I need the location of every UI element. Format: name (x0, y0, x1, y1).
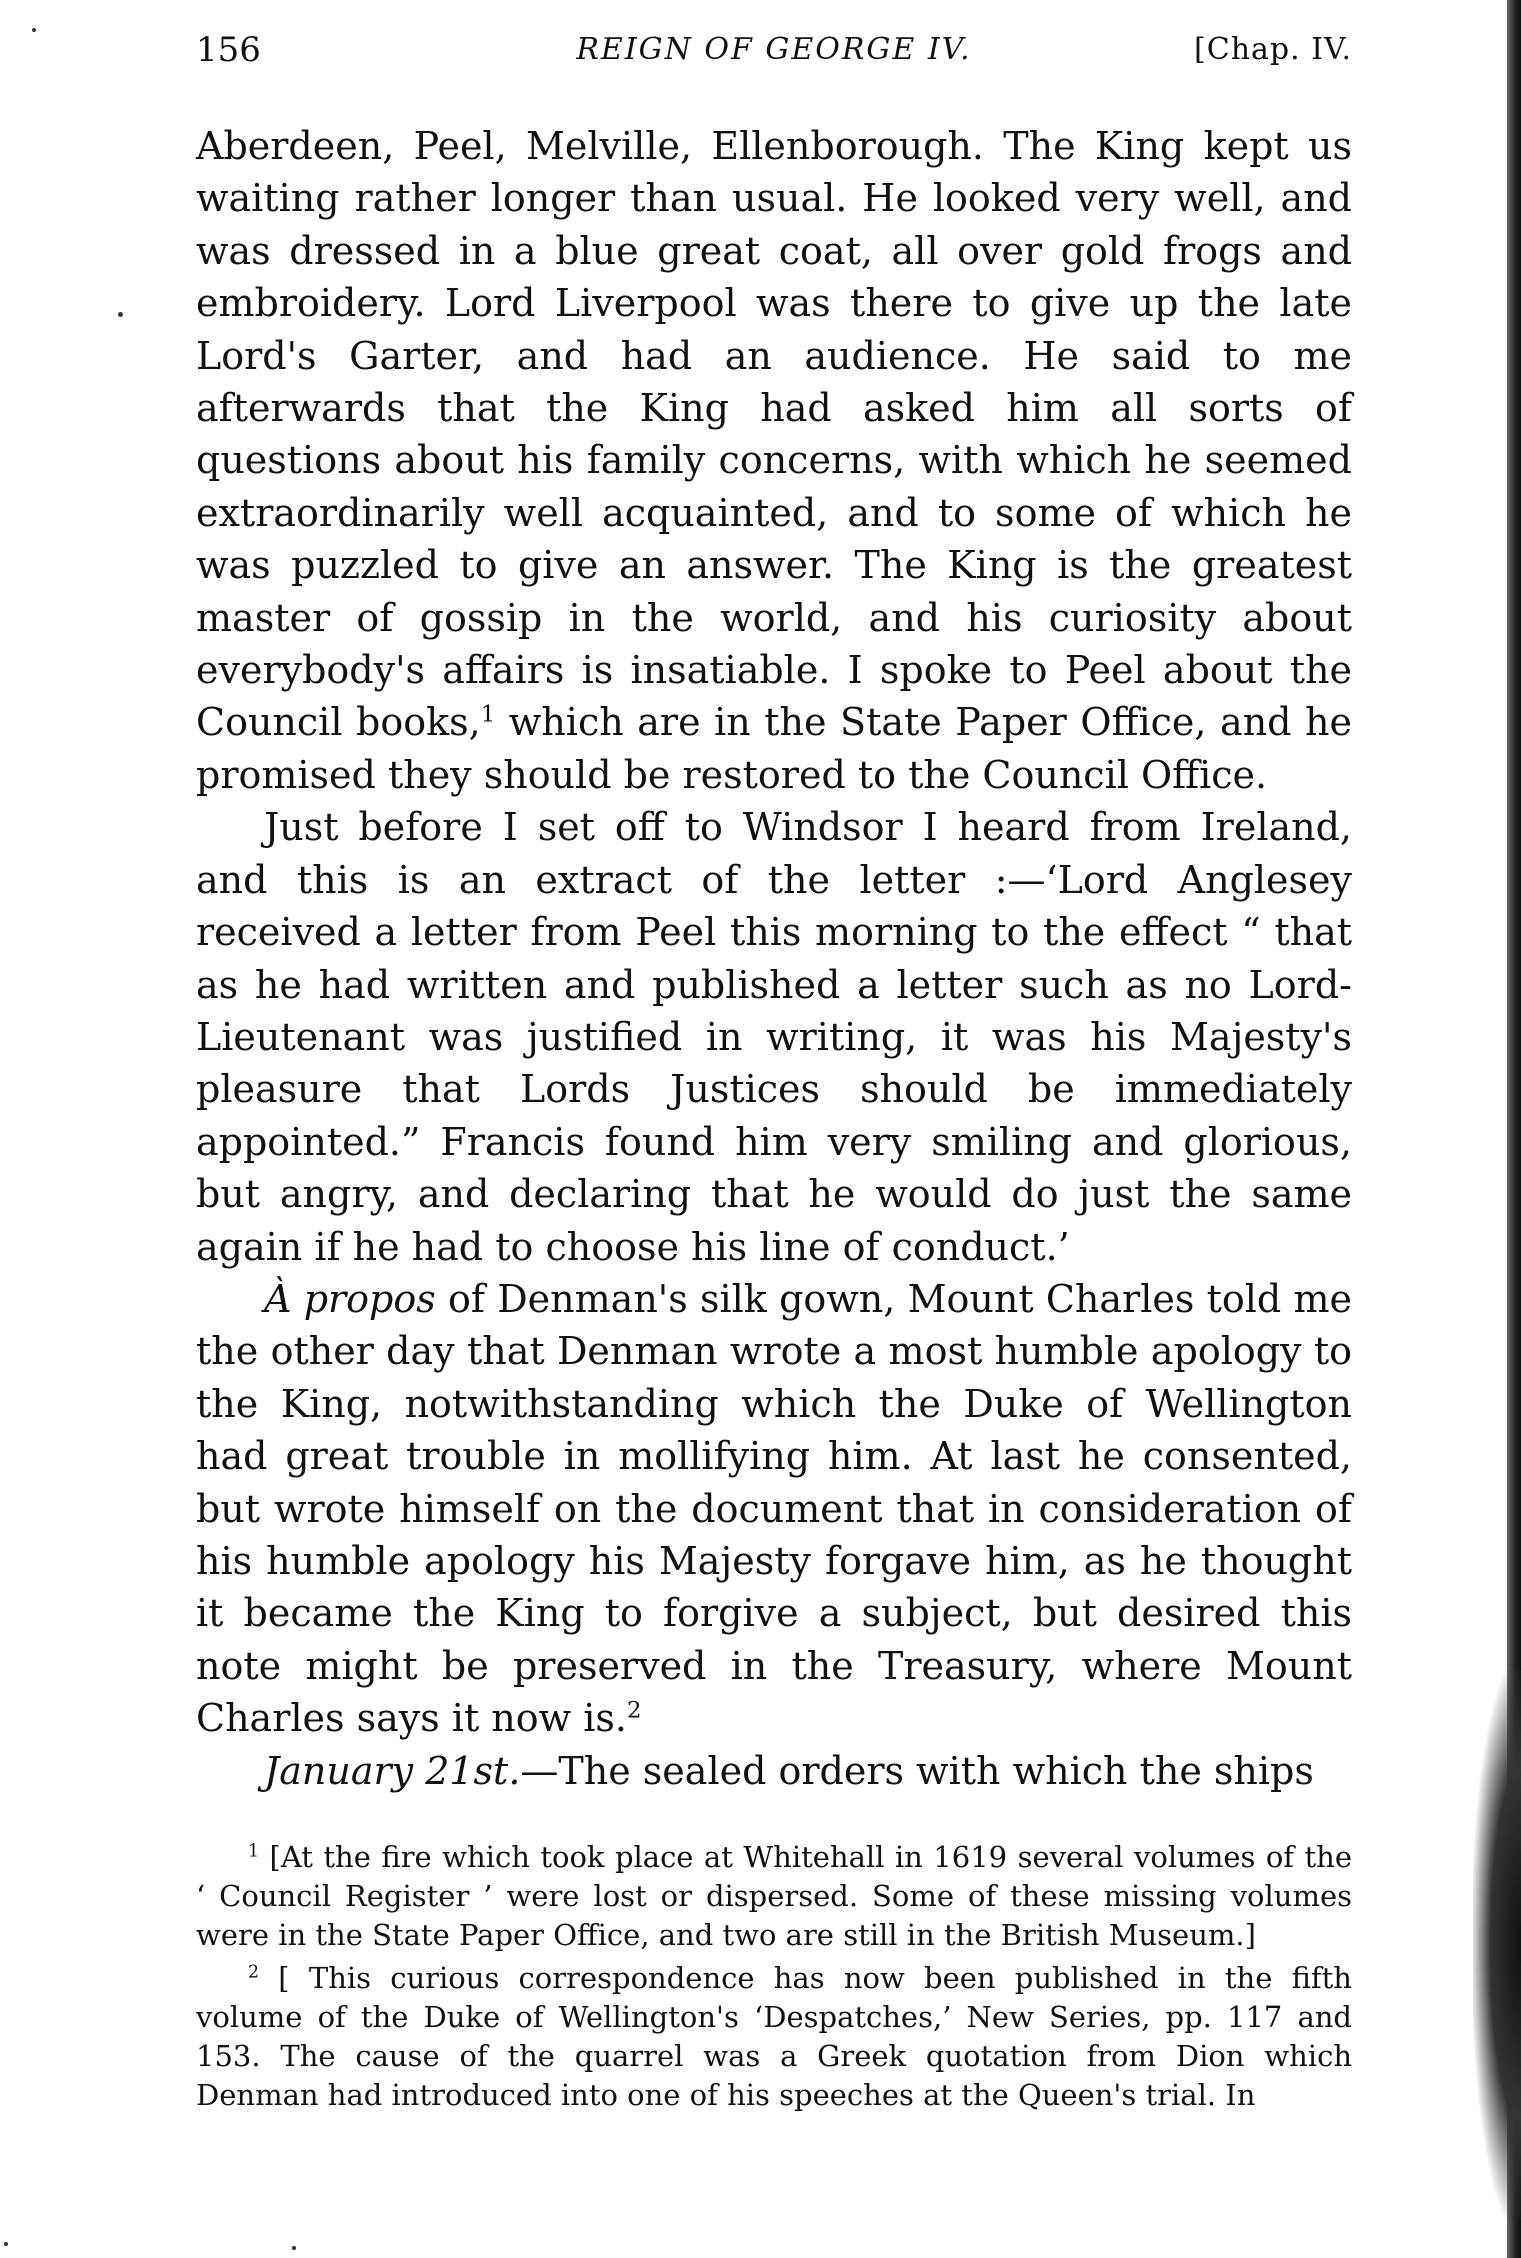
paragraph-1 (196, 120, 1352, 801)
footnote-marker-2: 2 (248, 1962, 260, 1983)
paragraph-4 (196, 1745, 1352, 1797)
speck (118, 312, 123, 317)
running-head: REIGN OF GEORGE IV. (576, 32, 972, 67)
chapter-reference: [Chap. IV. (1194, 32, 1352, 67)
paragraph-3-lead: À propos (264, 1276, 436, 1321)
footnote-ref-1: 1 (480, 701, 496, 728)
paragraph-3-text: of Denman's silk gown, Mount Charles told me the other day that Denman wrote a most humble apology to the King, notwithstanding which the Duke of Wellington had great trouble in mollifying him. At last he consented, but wrote himself on the document that in consideration of his humble apology his Majesty forgave him, as he thought it became the King to forgive a subject, but desired this note might be preserved in the Treasury, where Mount Charles says it now is. (196, 1276, 1352, 1741)
speck (292, 2246, 296, 2250)
entry-date: January 21st. (264, 1748, 521, 1793)
page-number: 156 (196, 30, 261, 70)
paragraph-2: Just before I set off to Windsor I heard from Ireland, and this is an extract of the letter :—‘Lord Anglesey received a letter from Peel this morning to the effect “ that as he had written and published a letter such as no Lord-Lieutenant was justified in writing, it was his Majesty's pleasure that Lords Justices should be immediately appointed.” Francis found him very smiling and glorious, but angry, and declaring that he would do just the same again if he had to choose his line of conduct.’ (196, 805, 1352, 1269)
footnote-1 (196, 1838, 1352, 1955)
footnote-2 (196, 1959, 1352, 2115)
speck (4, 2242, 8, 2246)
footnote-marker-1: 1 (248, 1841, 260, 1862)
footnote-1-text: [At the fire which took place at Whitehall in 1619 several volumes of the ‘ Council Register ’ were lost or dispersed. Some of these missing volumes were in the State Paper Office, and two are still in the British Museum.] (196, 1840, 1352, 1952)
speck (32, 28, 36, 32)
paragraph-1-text-a: Aberdeen, Peel, Melville, Ellenborough. The King kept us waiting rather longer than usual. He looked very well, and was dressed in a blue great coat, all over gold frogs and embroidery. Lord Liverpool was there to give up the late Lord's Garter, and had an audience. He said to me afterwards that the King had asked him all sorts of questions about his family concerns, with which he seemed extraordinarily well acquainted, and to some of which he was puzzled to give an answer. The King is the greatest master of gossip in the world, and his curiosity about everybody's affairs is insatiable. I spoke to Peel about the Council books, (196, 124, 1352, 745)
footnotes (196, 1838, 1352, 2119)
page-header (196, 24, 1352, 84)
footnote-ref-2: 2 (627, 1697, 642, 1724)
binding-shadow (1473, 1670, 1521, 2220)
body-text (196, 120, 1352, 1797)
paragraph-3 (196, 1273, 1352, 1745)
paragraph-1-text-b: which are in the State Paper Office, and he promised they should be restored to the Council Office. (196, 700, 1352, 797)
footnote-2-text: [ This curious correspondence has now been published in the fifth volume of the Duke of Wellington's ‘Despatches,’ New Series, pp. 117 and 153. The cause of the quarrel was a Greek quotation from Dion which Denman had introduced into one of his speeches at the Queen's trial. In (196, 1961, 1352, 2112)
paragraph-4-text: —The sealed orders with which the ships (520, 1748, 1314, 1793)
